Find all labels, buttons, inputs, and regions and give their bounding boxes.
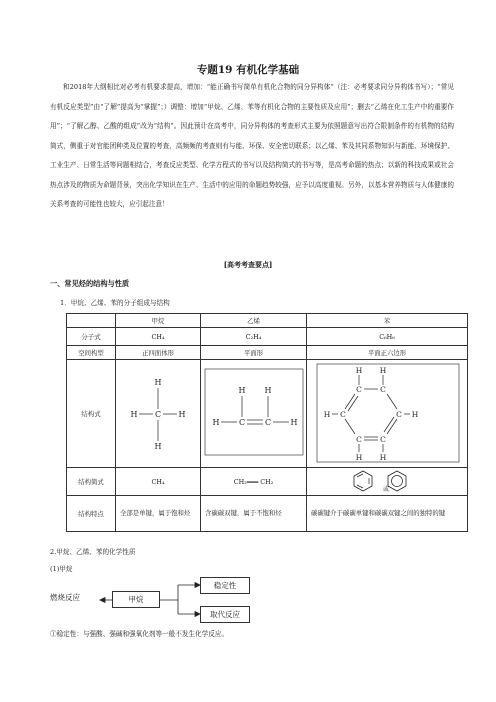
bond-line xyxy=(348,396,358,411)
stability-box: 稳定性 xyxy=(200,577,250,594)
simple-benzene xyxy=(306,468,467,496)
section1-heading: 一、常见烃的结构与性质 xyxy=(50,279,130,288)
row-label: 空间构型 xyxy=(67,346,116,360)
col-benzene: 苯 xyxy=(306,314,467,328)
substitution-box: 取代反应 xyxy=(200,606,250,623)
formula-benzene: C₆H₆ xyxy=(306,328,467,346)
section1-subheading: 1．甲烷、乙烯、苯的分子组成与结构 xyxy=(60,299,170,307)
intro-paragraph xyxy=(50,78,454,215)
atom-label: C xyxy=(356,384,362,394)
atom-label: H xyxy=(238,385,245,395)
row-label: 结构简式 xyxy=(67,468,116,496)
atom-label: H xyxy=(411,409,419,419)
page-title: 专题19 有机化学基础 xyxy=(196,64,300,76)
atom-label: H xyxy=(264,385,271,395)
feature-methane: 全部是单键，属于饱和烃 xyxy=(116,496,201,532)
section-header: [高考考查要点] xyxy=(223,260,273,269)
simple-methane: CH₄ xyxy=(116,468,201,496)
shape-methane: 正四面体形 xyxy=(116,346,201,360)
bond-line xyxy=(387,394,397,409)
table-row-structure xyxy=(67,360,468,468)
formula-ethylene: C₂H₄ xyxy=(201,328,307,346)
shape-ethylene: 平面形 xyxy=(201,346,307,360)
structure-benzene xyxy=(306,360,467,468)
feature-ethylene: 含碳碳双键，属于不饱和烃 xyxy=(201,496,307,532)
formula-methane: CH₄ xyxy=(116,328,201,346)
or-text: 或 xyxy=(382,485,389,493)
structure-methane xyxy=(116,360,201,468)
benzene-circle-icon xyxy=(388,471,406,491)
atom-label: H xyxy=(154,377,162,387)
feature-benzene: 碳碳键介于碳碳单键和碳碳双键之间的独特的键 xyxy=(306,496,467,532)
col-methane: 甲烷 xyxy=(116,314,201,328)
table-row-simple xyxy=(67,468,468,496)
table-corner xyxy=(67,314,116,328)
atom-label: H xyxy=(379,452,387,462)
benzene-structure-diagram xyxy=(307,361,467,465)
table-row-shape xyxy=(67,346,468,360)
shape-benzene: 平面正六边形 xyxy=(306,346,467,360)
table-row-feature xyxy=(67,496,468,532)
ethylene-structure-diagram xyxy=(202,363,306,463)
row-label: 结构特点 xyxy=(67,496,116,532)
atom-label: H xyxy=(212,417,219,427)
bond-line xyxy=(387,419,397,434)
arrow-left-icon xyxy=(100,598,105,603)
bond-line xyxy=(345,394,355,409)
bond-line xyxy=(384,417,394,432)
atom-label: C xyxy=(396,409,402,419)
stability-note: ①稳定性：与强酸、强碱和强氧化剂等一般不发生化学反应。 xyxy=(50,630,229,638)
section2-subheading: (1)甲烷 xyxy=(50,565,73,573)
atom-label: C xyxy=(380,434,386,444)
atom-label: C xyxy=(356,434,362,444)
atom-label: H xyxy=(379,365,387,375)
structure-ethylene xyxy=(201,360,307,468)
atom-label: C xyxy=(340,409,346,419)
benzene-ring-icons xyxy=(352,469,422,493)
atom-label: H xyxy=(355,365,363,375)
col-ethylene: 乙烯 xyxy=(201,314,307,328)
atom-label: C xyxy=(238,417,245,427)
hydrocarbon-table xyxy=(66,313,468,532)
combustion-label: 燃烧反应 xyxy=(50,593,80,602)
atom-label: H xyxy=(154,441,162,451)
row-label: 分子式 xyxy=(67,328,116,346)
atom-label: H xyxy=(290,417,297,427)
atom-label: H xyxy=(323,409,331,419)
methane-structure-diagram xyxy=(116,363,200,463)
atom-label: C xyxy=(264,417,271,427)
atom-label: H xyxy=(355,452,363,462)
atom-label: C xyxy=(154,409,162,419)
table-header-row xyxy=(67,314,468,328)
atom-label: H xyxy=(130,409,138,419)
intro-text: 和2018年大纲相比对必考有机要求提高，增加：“能正确书写简单有机化合物的同分异构体”（注：必考要求同分异构体书写）；“常见有机反应类型”由“了解”提高为“掌握”；）调整：增加“甲烷、乙烯、苯等有机化合物的主要性质及应用”；删去“乙烯在化工生产中的重要作用”；“了解乙醇、乙酸的组成”改为“结构”。因此预计在高考中，同分异构体的考查形式主要为依照题意写出符合限制条件的有机物的结构简式，侧重于对官能团种类及位置的考查，高频频的考查则有与能、环保、安全密切联系；以乙烯、苯及其同系物知识与新能、环境保护、工业生产、日常生活等问题相结合，考查反应类型、化学方程式的书写以及结构简式的书写等，是高考命题的热点；以新的科技成果或社会热点涉及的物质为命题背景，突出化学知识在生产、生活中的应用的命题趋势较强，应予以高度重视。另外，以基本营养物质与人体健康的关系考查的可能性也较大，应引起注意！ xyxy=(50,83,454,208)
row-label: 结构式 xyxy=(67,360,116,468)
atom-label: C xyxy=(380,384,386,394)
bond-line xyxy=(345,419,355,434)
section2-heading: 2.甲烷、乙烯、苯的化学性质 xyxy=(50,548,136,556)
methane-box: 甲烷 xyxy=(112,591,160,608)
table-row-formula xyxy=(67,328,468,346)
simple-ethylene: CH₂═══ CH₂ xyxy=(201,468,307,496)
atom-label: H xyxy=(178,409,186,419)
